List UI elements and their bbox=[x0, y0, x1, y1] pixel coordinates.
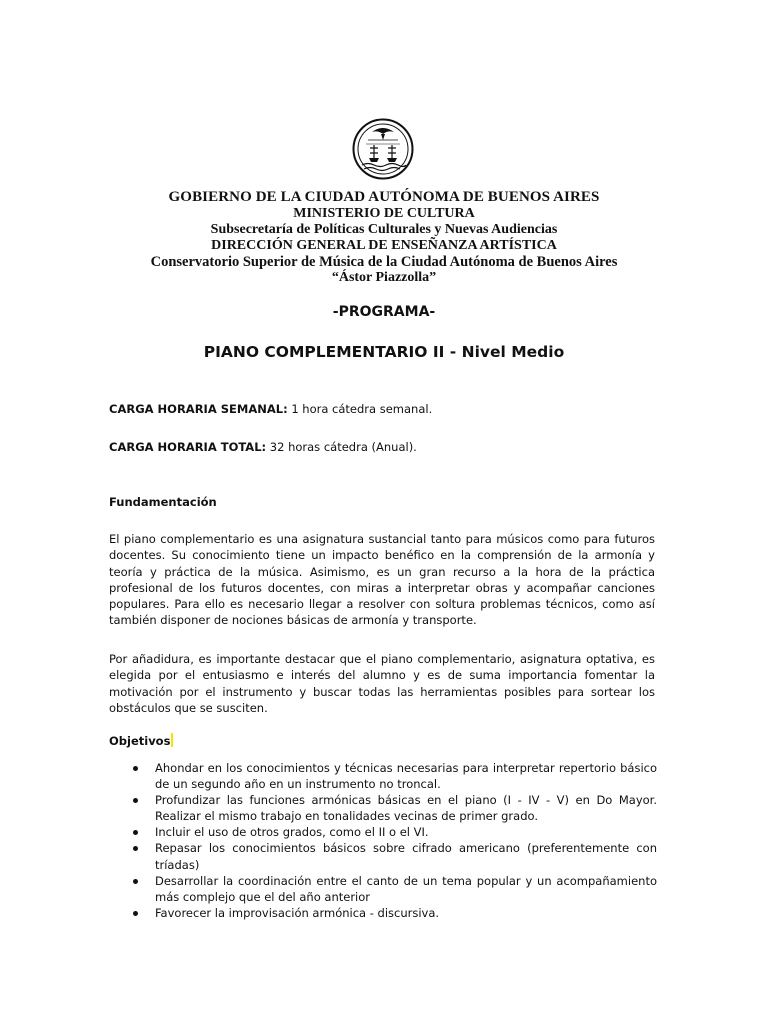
list-item bbox=[109, 905, 657, 921]
objetivos-list bbox=[109, 760, 657, 921]
bullet-icon bbox=[133, 846, 138, 851]
bullet-icon bbox=[133, 911, 138, 916]
document-title: PIANO COMPLEMENTARIO II - Nivel Medio bbox=[203, 343, 565, 361]
list-item bbox=[109, 873, 657, 905]
objetivos-heading-row bbox=[109, 733, 655, 749]
list-item bbox=[109, 760, 657, 792]
bullet-icon bbox=[133, 879, 138, 884]
header-subsecretaria: Subsecretaría de Políticas Culturales y Nuevas Audiencias bbox=[210, 222, 558, 237]
objetivo-text: Repasar los conocimientos básicos sobre cifrado americano (preferentemente con tríadas) bbox=[155, 841, 657, 872]
programa-heading: -PROGRAMA- bbox=[332, 304, 436, 320]
header-direccion: DIRECCIÓN GENERAL DE ENSEÑANZA ARTÍSTICA bbox=[211, 238, 557, 253]
objetivo-text: Profundizar las funciones armónicas básicas en el piano (I - IV - V) en Do Mayor. Realizar el mismo trabajo en tonalidades vecinas de primer grado. bbox=[155, 793, 657, 824]
carga-total-value: 32 horas cátedra (Anual). bbox=[266, 440, 417, 454]
fundamentacion-paragraph-2: Por añadidura, es importante destacar que el piano complementario, asignatura optativa, es elegida por el entusiasmo e interés del alumno y es de suma importancia fomentar la motivación por el instrumento y buscar todas las herramientas posibles para sortear los obstáculos que se susciten. bbox=[109, 652, 655, 715]
list-item bbox=[109, 824, 657, 840]
city-seal-icon bbox=[352, 118, 414, 180]
bullet-icon bbox=[133, 766, 138, 771]
header-conservatorio: Conservatorio Superior de Música de la Ciudad Autónoma de Buenos Aires bbox=[150, 254, 618, 270]
header-government: GOBIERNO DE LA CIUDAD AUTÓNOMA DE BUENOS AIRES bbox=[168, 189, 600, 205]
header-conservatorio-name: “Ástor Piazzolla” bbox=[331, 270, 437, 285]
objetivo-text: Ahondar en los conocimientos y técnicas necesarias para interpretar repertorio básico de un segundo año en un instrumento no troncal. bbox=[155, 761, 657, 792]
institution-header bbox=[100, 189, 668, 286]
fundamentacion-paragraph-1: El piano complementario es una asignatura sustancial tanto para músicos como para futuros docentes. Su conocimiento tiene un impacto benéfico en la comprensión de la armonía y teoría y práctica de la música. Asimismo, es un gran recurso a la hora de la práctica profesional de los futuros docentes, con miras a interpretar obras y acompañar canciones populares. Para ello es necesario llegar a resolver con soltura problemas técnicos, como así también disponer de nociones básicas de armonía y transporte. bbox=[109, 532, 655, 628]
carga-total-label: CARGA HORARIA TOTAL: bbox=[109, 440, 267, 454]
carga-semanal-value: 1 hora cátedra semanal. bbox=[287, 402, 433, 416]
bullet-icon bbox=[133, 830, 138, 835]
objetivo-text: Favorecer la improvisación armónica - discursiva. bbox=[155, 905, 440, 920]
fundamentacion-heading: Fundamentación bbox=[109, 495, 217, 509]
bullet-icon bbox=[133, 798, 138, 803]
list-item bbox=[109, 792, 657, 824]
objetivo-text: Desarrollar la coordinación entre el canto de un tema popular y un acompañamiento más complejo que el del año anterior bbox=[155, 873, 657, 904]
list-item bbox=[109, 840, 657, 872]
carga-horaria-total bbox=[109, 439, 655, 455]
header-ministry: MINISTERIO DE CULTURA bbox=[293, 206, 475, 221]
carga-semanal-label: CARGA HORARIA SEMANAL: bbox=[109, 402, 288, 416]
objetivos-heading: Objetivos bbox=[109, 734, 171, 748]
carga-horaria-semanal bbox=[109, 401, 655, 417]
text-cursor-highlight bbox=[171, 733, 173, 747]
objetivo-text: Incluir el uso de otros grados, como el II o el VI. bbox=[155, 825, 429, 840]
